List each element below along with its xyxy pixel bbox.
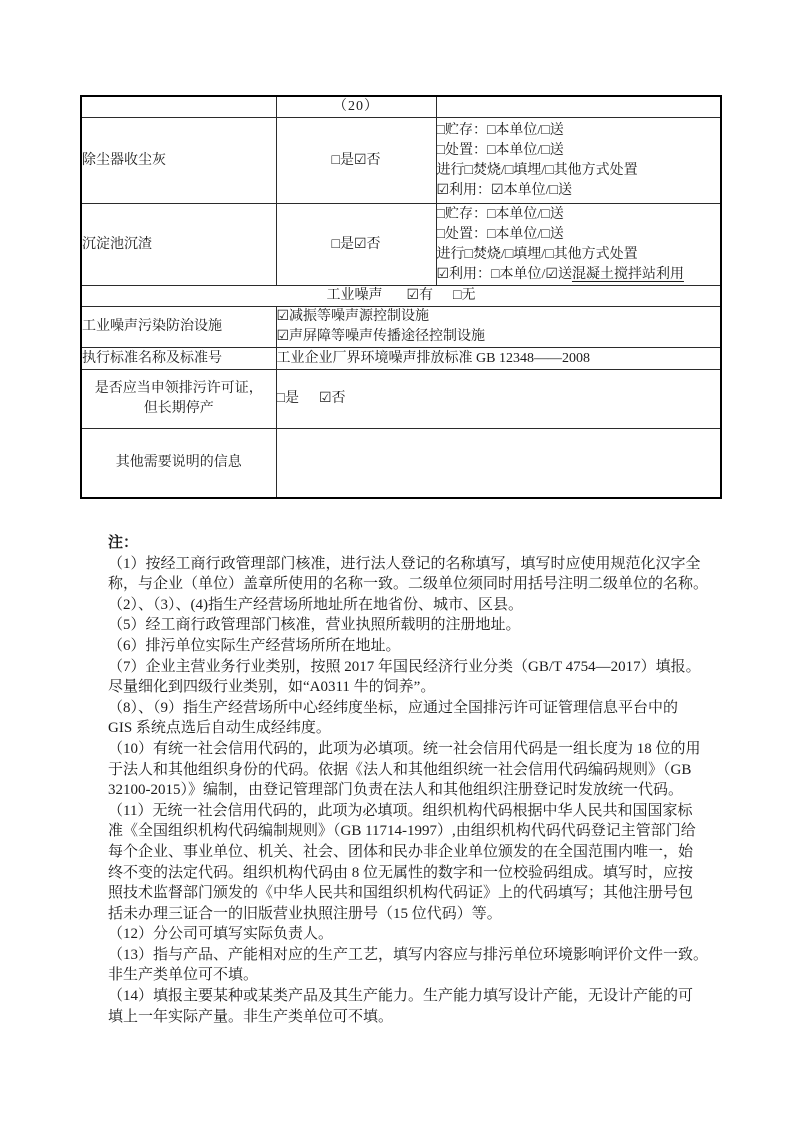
other-info-label: 其他需要说明的信息 xyxy=(81,429,276,498)
utilization-prefix: ☑利用：□本单位/☑送 xyxy=(436,266,572,282)
note-line: 非生产类单位可不填。 xyxy=(108,967,259,984)
noise-control-options xyxy=(276,307,721,348)
permit-yes-checkbox: □是 xyxy=(276,391,299,406)
dust-ash-yesno-checkboxes: □是☑否 xyxy=(276,118,436,204)
row-dust-collector-ash xyxy=(81,118,721,204)
storage-option-line: □贮存：□本单位/□送 xyxy=(436,122,564,138)
column-number-20: （20） xyxy=(276,96,436,118)
note-line: （8）、（9）指生产经营场所中心经纬度坐标，应通过全国排污许可证管理信息平台中的 xyxy=(108,699,679,716)
noise-yes-checkbox: ☑有 xyxy=(406,288,434,303)
note-line: （10）有统一社会信用代码的，此项为必填项。统一社会信用代码是一组长度为 18 位的用 xyxy=(108,740,701,757)
note-line: （7）企业主营业务行业类别，按照 2017 年国民经济行业分类（GB/T 4754—2017）填报。 xyxy=(108,658,701,675)
industrial-noise-cell xyxy=(81,286,721,307)
sediment-disposal-options xyxy=(436,204,721,286)
header-cell-empty xyxy=(81,96,276,118)
utilization-option-line xyxy=(437,265,721,285)
header-cell-empty-right xyxy=(436,96,721,118)
row-noise-control-facilities xyxy=(81,307,721,348)
row-other-info xyxy=(81,429,721,498)
note-line: 于法人和其他组织身份的代码。依据《法人和其他组织统一社会信用代码编码规则》（GB xyxy=(108,761,692,778)
permit-label xyxy=(81,370,276,429)
notes-title: 注： xyxy=(108,535,139,551)
utilization-destination-underlined: 混凝土搅拌站利用 xyxy=(571,266,684,282)
note-line: 32100-2015）》编制，由登记管理部门负责在法人和其他组织注册登记时发放统一代码。 xyxy=(108,782,683,799)
disposal-option-line: □处置：□本单位/□送 xyxy=(436,142,564,158)
note-line: （13）指与产品、产能相对应的生产工艺，填写内容应与排污单位环境影响评价文件一致。 xyxy=(108,946,709,963)
treatment-method-line: 进行□焚烧/□填埋/□其他方式处置 xyxy=(436,246,638,262)
permit-label-line1: 是否应当申领排污许可证， xyxy=(94,381,263,396)
permit-no-checkbox: ☑否 xyxy=(318,391,346,406)
noise-no-checkbox: □无 xyxy=(453,288,476,303)
note-line: 准《全国组织机构代码编制规则》（GB 11714-1997）,由组织机构代码代码登记主管部门给 xyxy=(108,823,696,840)
row-standard xyxy=(81,348,721,370)
note-line: （1）按经工商行政管理部门核准，进行法人登记的名称填写，填写时应使用规范化汉字全 xyxy=(108,555,701,572)
note-line: 括未办理三证合一的旧版营业执照注册号（15 位代码）等。 xyxy=(108,905,502,922)
note-line: （2）、（3）、(4)指生产经营场所地址所在地省份、城市、区县。 xyxy=(108,596,523,613)
row-industrial-noise xyxy=(81,286,721,307)
sound-barrier-checkbox-line: ☑声屏障等噪声传播途径控制设施 xyxy=(276,329,486,344)
row-sedimentation-residue xyxy=(81,204,721,286)
note-line: （5）经工商行政管理部门核准，营业执照所载明的注册地址。 xyxy=(108,617,521,634)
noise-control-label: 工业噪声污染防治设施 xyxy=(81,307,276,348)
dust-ash-disposal-options xyxy=(436,118,721,204)
other-info-value xyxy=(276,429,721,498)
sediment-yesno-checkboxes: □是☑否 xyxy=(276,204,436,286)
notes-section xyxy=(108,533,708,1027)
disposal-option-line: □处置：□本单位/□送 xyxy=(436,226,564,242)
note-line: （14）填报主要某种或某类产品及其生产能力。生产能力填写设计产能，无设计产能的可 xyxy=(108,988,694,1005)
standard-value: 工业企业厂界环境噪声排放标准 GB 12348——2008 xyxy=(276,348,721,370)
note-line: （6）排污单位实际生产经营场所所在地址。 xyxy=(108,637,401,654)
note-line: 填上一年实际产量。非生产类单位可不填。 xyxy=(108,1008,394,1025)
header-row xyxy=(81,96,721,118)
utilization-option-line: ☑利用：☑本单位/□送 xyxy=(436,182,572,198)
permit-label-line2: 但长期停产 xyxy=(143,401,214,416)
note-line: 终不变的法定代码。组织机构代码由 8 位无属性的数字和一位校验码组成。填写时，应按 xyxy=(108,864,694,881)
treatment-method-line: 进行□焚烧/□填埋/□其他方式处置 xyxy=(436,162,638,178)
registration-form-table xyxy=(80,95,722,499)
note-line: GIS 系统点选后自动生成经纬度。 xyxy=(108,720,331,737)
note-line: 照技术监督部门颁发的《中华人民共和国组织机构代码证》上的代码填写；其他注册号包 xyxy=(108,885,694,902)
sediment-label: 沉淀池沉渣 xyxy=(81,204,276,286)
standard-label: 执行标准名称及标准号 xyxy=(81,348,276,370)
note-line: 每个企业、事业单位、机关、社会、团体和民办非企业单位颁发的在全国范围内唯一，始 xyxy=(108,843,694,860)
permit-yesno-checkboxes xyxy=(276,370,721,429)
storage-option-line: □贮存：□本单位/□送 xyxy=(436,206,564,222)
note-line: （12）分公司可填写实际负责人。 xyxy=(108,926,334,943)
vibration-control-checkbox-line: ☑减振等噪声源控制设施 xyxy=(276,309,430,324)
dust-ash-label: 除尘器收尘灰 xyxy=(81,118,276,204)
note-line: 尽量细化到四级行业类别，如“A0311 牛的饲养”。 xyxy=(108,679,436,696)
note-line: （11）无统一社会信用代码的，此项为必填项。组织机构代码根据中华人民共和国国家标 xyxy=(108,802,693,819)
industrial-noise-label: 工业噪声 xyxy=(326,288,383,303)
note-line: 称，与企业（单位）盖章所使用的名称一致。二级单位须同时用括号注明二级单位的名称。 xyxy=(108,576,709,593)
row-permit-shutdown xyxy=(81,370,721,429)
